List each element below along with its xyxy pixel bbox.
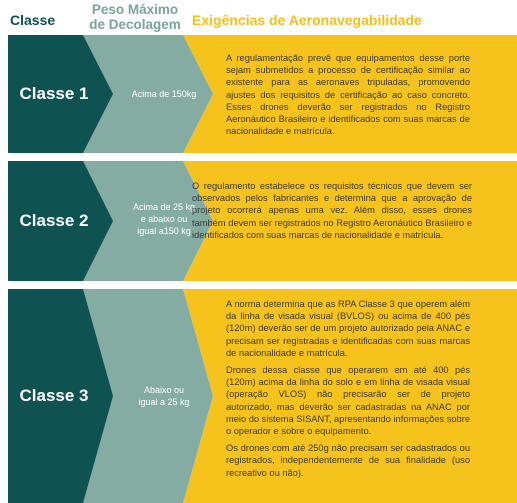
header-exigencias: Exigências de Aeronavegabilidade (192, 12, 422, 28)
header-classe: Classe (10, 12, 56, 28)
row-1-paragraph: A regulamentação prevê que equipamentos desse porte sejam submetidos a processo de certificação similar ao existente para as aeronaves tripuladas, promovendo ajustes dos requisitos de certificação ao caso concreto. Esses drones deverão ser registrados no Registro Aeronáutico Brasileiro e identificados com suas marcas de nacionalidade e matrícula. (226, 53, 470, 137)
row-3-peso (123, 384, 205, 408)
row-3-paragraph: Os drones com até 250g não precisam ser cadastrados ou registrados, independentemente de sua finalidade (uso recreativo ou não). (226, 443, 470, 478)
row-1-peso-line: Acima de 150kg (131, 89, 197, 99)
row-3-text (226, 298, 470, 484)
row-3-peso-line: Abaixo ou (143, 385, 185, 395)
header-peso-line2: de Decolagem (89, 17, 181, 32)
row-3-peso-line: igual a 25 kg (138, 397, 190, 407)
row-2-text (192, 180, 472, 246)
class-row-3 (8, 289, 517, 503)
row-3-classe: Classe 3 (19, 386, 89, 405)
class-row-2 (8, 161, 517, 281)
row-1-text (226, 52, 470, 142)
row-1-peso (123, 88, 205, 100)
row-3-paragraph: Drones dessa classe que operarem em até 400 pés (120m) acima da linha do solo e em linha de visada visual (operação VLOS) não precisarão ser de projeto autorizado, mas deverão ser cadastradas na ANAC por meio do sistema SISANT, apresentando informações sobre o operador e sobre o equipamento. (226, 365, 470, 437)
class-row-1 (8, 35, 517, 153)
header-peso-line1: Peso Máximo (91, 2, 179, 17)
row-3-paragraph: A norma determina que as RPA Classe 3 que operem além da linha de visada visual (BVLOS) ou acima de 400 pés (120m) deverão ser de um projeto autorizado pela ANAC e precisam ser registradas e identificadas com suas marcas de nacionalidade e matrícula. (226, 299, 470, 358)
row-2-peso-line: Acima de 25 kg (132, 202, 196, 212)
row-2-peso-line: igual a150 kg (137, 226, 191, 236)
row-2-classe: Classe 2 (19, 211, 89, 230)
row-1-classe: Classe 1 (19, 84, 89, 103)
header-peso (85, 2, 185, 32)
row-2-peso-line: e abaixo ou (140, 214, 188, 224)
row-2-paragraph: O regulamento estabelece os requisitos técnicos que devem ser observados pelos fabricantes e determina que a aprovação de projeto ocorrerá apenas uma vez. Além disso, esses drones também devem ser registrados no Registro Aeronáutico Brasileiro e identificados com suas marcas de nacionalidade e matrícula. (192, 181, 472, 240)
